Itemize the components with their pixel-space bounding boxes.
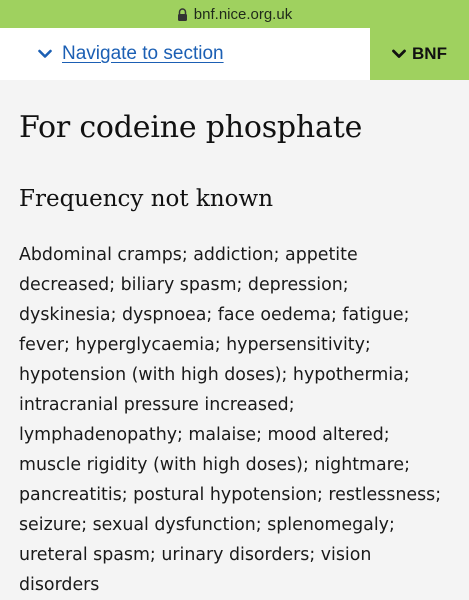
text-line: disorders xyxy=(19,575,100,595)
lock-icon xyxy=(177,8,188,21)
text-line: muscle rigidity (with high doses); nightmare; xyxy=(19,455,410,475)
section-nav-bar xyxy=(0,28,469,80)
navigate-to-section-button[interactable] xyxy=(0,28,370,80)
chevron-down-icon xyxy=(38,49,52,59)
address-bar[interactable] xyxy=(0,0,469,28)
bnf-button-label: BNF xyxy=(412,44,447,63)
url-text: bnf.nice.org.uk xyxy=(193,5,293,23)
text-line: decreased; biliary spasm; depression; xyxy=(19,275,349,295)
page-title: For codeine phosphate xyxy=(19,110,363,145)
text-line: dyskinesia; dyspnoea; face oedema; fatigue; xyxy=(19,305,410,325)
side-effects-text xyxy=(19,240,455,600)
text-line: intracranial pressure increased; xyxy=(19,395,295,415)
bnf-menu-button[interactable] xyxy=(370,28,469,80)
side-effects-section xyxy=(0,80,469,600)
text-line: pancreatitis; postural hypotension; restlessness; xyxy=(19,485,442,505)
frequency-heading: Frequency not known xyxy=(19,186,274,212)
text-line: lymphadenopathy; malaise; mood altered; xyxy=(19,425,390,445)
text-line: Abdominal cramps; addiction; appetite xyxy=(19,245,358,265)
text-line: seizure; sexual dysfunction; splenomegaly; xyxy=(19,515,395,535)
text-line: ureteral spasm; urinary disorders; vision xyxy=(19,545,372,565)
text-line: hypotension (with high doses); hypothermia; xyxy=(19,365,410,385)
chevron-down-icon xyxy=(392,49,406,59)
text-line: fever; hyperglycaemia; hypersensitivity; xyxy=(19,335,371,355)
navigate-to-section-label[interactable]: Navigate to section xyxy=(62,43,224,64)
